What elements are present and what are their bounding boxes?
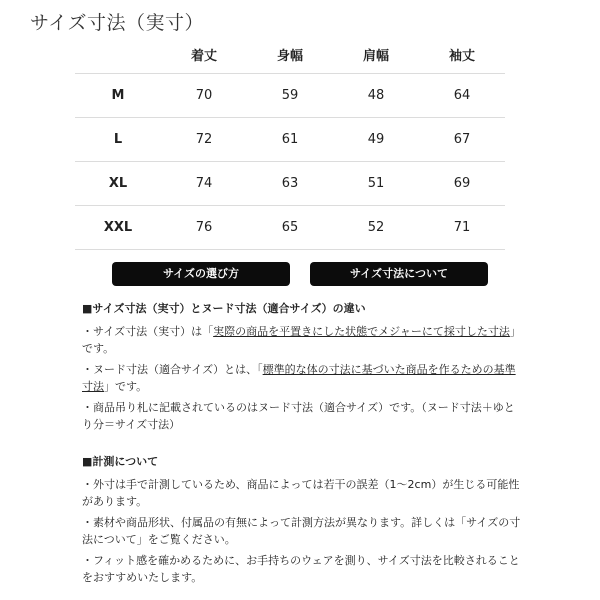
table-cell: 61 — [247, 118, 333, 162]
table-cell: 64 — [419, 74, 505, 118]
header-shoulder-width: 肩幅 — [333, 35, 419, 74]
note-item — [82, 323, 522, 357]
header-chest-width: 身幅 — [247, 35, 333, 74]
table-cell: 52 — [333, 206, 419, 250]
size-notes — [82, 300, 522, 590]
section-heading: ■サイズ寸法（実寸）とヌード寸法（適合サイズ）の違い — [82, 302, 366, 315]
table-cell: 51 — [333, 162, 419, 206]
note-text: 」です。 — [104, 380, 148, 393]
size-label: L — [75, 118, 161, 162]
note-underlined-text: 標準的な体の寸法に基づいた商品を作るための基準寸法 — [82, 363, 516, 393]
size-table — [75, 35, 505, 250]
table-cell: 72 — [161, 118, 247, 162]
note-item: ・外寸は手で計測しているため、商品によっては若干の誤差（1〜2cm）が生じる可能性があります。 — [82, 478, 520, 508]
table-cell: 70 — [161, 74, 247, 118]
table-cell: 63 — [247, 162, 333, 206]
section-heading: ■計測について — [82, 455, 159, 468]
header-length: 着丈 — [161, 35, 247, 74]
table-cell: 65 — [247, 206, 333, 250]
table-row — [75, 118, 505, 162]
table-cell: 71 — [419, 206, 505, 250]
table-row — [75, 74, 505, 118]
note-text: ・サイズ寸法（実寸）は「 — [82, 325, 214, 338]
page-title: サイズ寸法（実寸） — [30, 12, 204, 34]
size-label: XXL — [75, 206, 161, 250]
table-cell: 74 — [161, 162, 247, 206]
note-item — [82, 361, 522, 395]
note-item: ・フィット感を確かめるために、お手持ちのウェアを測り、サイズ寸法を比較されることをおすすめいたします。 — [82, 554, 520, 584]
size-guide-button[interactable]: サイズの選び方 — [112, 262, 290, 286]
table-cell: 76 — [161, 206, 247, 250]
table-row — [75, 162, 505, 206]
note-text: 」です。 — [82, 325, 521, 355]
note-item: ・商品吊り札に記載されているのはヌード寸法（適合サイズ）です。（ヌード寸法＋ゆとり分＝サイズ寸法） — [82, 401, 515, 431]
header-sleeve-length: 袖丈 — [419, 35, 505, 74]
size-label: M — [75, 74, 161, 118]
size-label: XL — [75, 162, 161, 206]
table-cell: 67 — [419, 118, 505, 162]
table-row — [75, 206, 505, 250]
note-item: ・素材や商品形状、付属品の有無によって計測方法が異なります。詳しくは「サイズの寸法について」をご覧ください。 — [82, 516, 521, 546]
section-spacer — [82, 437, 522, 453]
note-underlined-text: 実際の商品を平置きにした状態でメジャーにて採寸した寸法 — [213, 325, 510, 338]
table-cell: 48 — [333, 74, 419, 118]
table-header-row — [75, 35, 505, 74]
header-corner — [75, 35, 161, 74]
note-text: ・ヌード寸法（適合サイズ）とは、「 — [82, 363, 263, 376]
table-cell: 49 — [333, 118, 419, 162]
about-sizes-button[interactable]: サイズ寸法について — [310, 262, 488, 286]
table-cell: 59 — [247, 74, 333, 118]
table-cell: 69 — [419, 162, 505, 206]
